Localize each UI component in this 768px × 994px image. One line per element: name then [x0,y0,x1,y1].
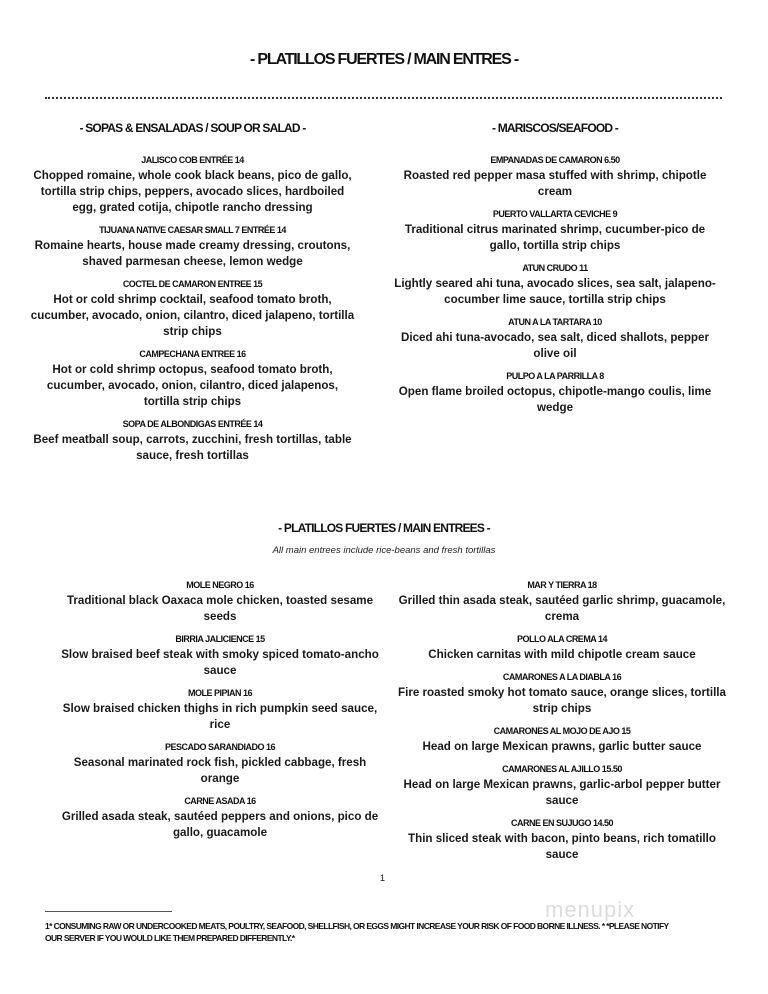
menu-item-name: TIJUANA NATIVE CAESAR SMALL 7 ENTRÉE 14 [99,225,286,235]
menu-item-description: Head on large Mexican prawns, garlic butter sauce [422,740,702,753]
menu-item-name: SOPA DE ALBONDIGAS ENTRÉE 14 [122,419,263,429]
mains-right-column [392,577,732,869]
section-header: - PLATILLOS FUERTES / MAIN ENTREES - [278,521,490,535]
menu-item [392,761,732,809]
menu-item-description: Thin sliced steak with bacon, pinto beans, rich tomatillo sauce [408,832,716,861]
menu-item [392,577,732,625]
menu-item-name: CARNE ASADA 16 [184,796,256,806]
section-header: - SOPAS & ENSALADAS / SOUP OR SALAD - [79,121,306,135]
menu-item [30,346,355,410]
footnote-rule [45,911,172,912]
menu-item-name: CARNE EN SUJUGO 14.50 [510,818,614,828]
menu-item-name: PULPO A LA PARRILLA 8 [506,371,604,381]
menu-item [390,368,720,416]
watermark-logo: menupix [545,897,636,922]
menu-item-name: CAMARONES AL MOJO DE AJO 15 [493,726,631,736]
mains-left-column [60,577,380,847]
menu-item [30,276,355,340]
menu-item-description: Traditional black Oaxaca mole chicken, toasted sesame seeds [66,594,374,623]
menu-item-name: EMPANADAS DE CAMARON 6.50 [490,155,620,165]
page-number: 1 [380,873,386,883]
menu-item [392,669,732,717]
menu-item-description: Hot or cold shrimp octopus, seafood tomato broth, cucumber, avocado, onion, cilantro, diced jalapenos, tortilla strip chips [46,363,339,408]
menu-item-description: Slow braised chicken thighs in rich pumpkin seed sauce, rice [62,702,378,731]
menu-item-description: Lightly seared ahi tuna, avocado slices, sea salt, jalapeno-cocumber lime sauce, tortilla strip chips [394,277,716,306]
menu-item-name: PESCADO SARANDIADO 16 [164,742,276,752]
menu-item [60,793,380,841]
menu-item-name: PUERTO VALLARTA CEVICHE 9 [492,209,618,219]
menu-item [392,631,732,663]
menu-item-description: Chopped romaine, whole cook black beans, pico de gallo, tortilla strip chips, peppers, avocado slices, hardboiled egg, grated cotija, chipotle rancho dressing [33,169,352,214]
menu-item-name: JALISCO COB ENTRÉE 14 [141,155,244,165]
menu-item [30,416,355,464]
menu-item-description: Chicken carnitas with mild chipotle cream sauce [428,648,696,661]
menu-item [30,222,355,270]
footnote: 1* CONSUMING RAW OR UNDERCOOKED MEATS, POULTRY, SEAFOOD, SHELLFISH, OR EGGS MIGHT INCREASE YOUR RISK OF FOOD BORNE ILLNESS. * *PLEASE NOTIFY OUR SERVER IF YOU WOULD LIKE THEM PREPARED DIFFERENTLY.* [45,921,669,943]
menu-item [60,739,380,787]
menu-item-description: Slow braised beef steak with smoky spiced tomato-ancho sauce [61,648,379,677]
menu-item-name: MOLE PIPIAN 16 [187,688,252,698]
menu-item-description: Seasonal marinated rock fish, pickled cabbage, fresh orange [73,756,367,785]
menu-item-name: POLLO ALA CREMA 14 [516,634,607,644]
seafood-section [390,118,720,422]
menu-item [390,206,720,254]
menu-item-description: Grilled thin asada steak, sautéed garlic shrimp, guacamole, crema [398,594,726,623]
menu-item [60,631,380,679]
section-header: - MARISCOS/SEAFOOD - [491,121,618,135]
menu-item-name: CAMARONES A LA DIABLA 16 [502,672,622,682]
menu-item [60,577,380,625]
menu-item-name: MAR Y TIERRA 18 [527,580,597,590]
menu-item [30,152,355,216]
menu-item-description: Traditional citrus marinated shrimp, cucumber-pico de gallo, tortilla strip chips [404,223,706,252]
menu-item [390,260,720,308]
menu-item-description: Grilled asada steak, sautéed peppers and onions, pico de gallo, guacamole [61,810,379,839]
menu-item [392,723,732,755]
dotted-divider [45,97,722,99]
menu-item-description: Roasted red pepper masa stuffed with shrimp, chipotle cream [403,169,707,198]
page-title: - PLATILLOS FUERTES / MAIN ENTRES - [250,51,518,68]
menu-item-name: ATUN A LA TARTARA 10 [508,317,602,327]
menu-item [60,685,380,733]
soups-section [30,118,355,470]
menu-item [392,815,732,863]
menu-item [390,314,720,362]
menu-item [390,152,720,200]
menu-item-description: Fire roasted smoky hot tomato sauce, orange slices, tortilla strip chips [398,686,726,715]
menu-item-name: COCTEL DE CAMARON ENTREE 15 [122,279,263,289]
menu-item-description: Romaine hearts, house made creamy dressing, croutons, shaved parmesan cheese, lemon wedge [34,239,351,268]
menu-item-name: BIRRIA JALICIENCE 15 [175,634,265,644]
menu-item-description: Open flame broiled octopus, chipotle-mango coulis, lime wedge [398,385,712,414]
mains-subtitle: All main entrees include rice-beans and fresh tortillas [272,545,496,556]
menu-item-description: Head on large Mexican prawns, garlic-arbol pepper butter sauce [403,778,721,807]
menu-item-description: Beef meatball soup, carrots, zucchini, fresh tortillas, table sauce, fresh tortillas [33,433,352,462]
menu-item-name: CAMARONES AL AJILLO 15.50 [502,764,622,774]
menu-item-name: MOLE NEGRO 16 [186,580,254,590]
menu-item-name: CAMPECHANA ENTREE 16 [139,349,246,359]
menu-item-description: Hot or cold shrimp cocktail, seafood tomato broth, cucumber, avocado, onion, cilantro, diced jalapeno, tortilla strip chips [30,293,355,338]
menu-item-description: Diced ahi tuna-avocado, sea salt, diced shallots, pepper olive oil [401,331,709,360]
menu-item-name: ATUN CRUDO 11 [522,263,588,273]
